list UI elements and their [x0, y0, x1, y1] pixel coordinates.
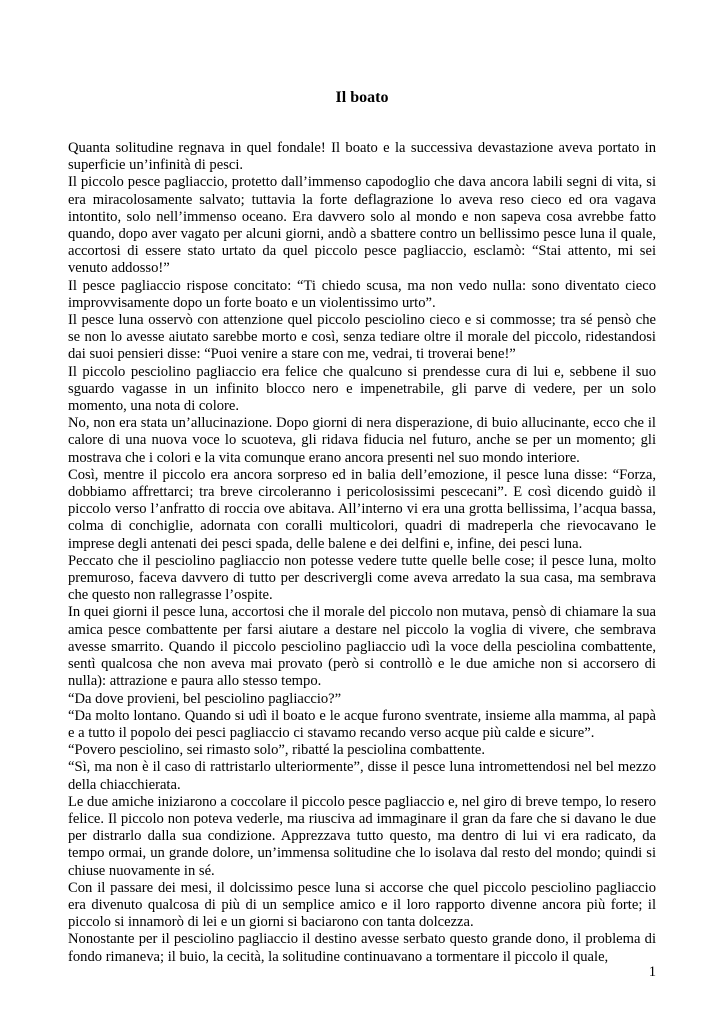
paragraph: Il pesce luna osservò con attenzione quel piccolo pesciolino cieco e si commosse; tra sé pensò che se non lo avesse aiutato sarebbe morto e così, senza tediare oltre il morale del piccolo, ridestandosi dai suoi pensieri disse: “Puoi venire a stare con me, vedrai, ti troverai bene!”: [68, 312, 656, 363]
page-number: 1: [648, 964, 656, 980]
paragraph: Con il passare dei mesi, il dolcissimo pesce luna si accorse che quel piccolo pesciolino pagliaccio era divenuto qualcosa di più di un semplice amico e il loro rapporto divenne ancora più forte; il piccolo si innamorò di lei e un giorni si baciarono con tanta dolcezza.: [68, 879, 656, 931]
paragraph: Quanta solitudine regnava in quel fondale! Il boato e la successiva devastazione aveva portato in superficie un’infinità di pesci.: [68, 140, 656, 174]
paragraph: Così, mentre il piccolo era ancora sorpreso ed in balia dell’emozione, il pesce luna disse: “Forza, dobbiamo affrettarci; tra breve circoleranno i pericolosissimi pescecani”. E così dicendo guidò il piccolo verso l’anfratto di roccia ove abitava. All’interno vi era una grotta bellissima, l’acqua bassa, colma di conchiglie, adornata con coralli multicolori, quadri di madreperla che rievocavano le imprese degli antenati dei pesci spada, delle balene e dei delfini e, infine, dei pesci luna.: [68, 466, 656, 552]
paragraph: Le due amiche iniziarono a coccolare il piccolo pesce pagliaccio e, nel giro di breve tempo, lo resero felice. Il piccolo non poteva vederle, ma riusciva ad immaginare il gran da fare che si davano le due per distrarlo dalla sua condizione. Apprezzava tutto questo, ma dentro di lui vi era radicato, da tempo ormai, un grande dolore, un’immensa solitudine che lo isolava dal resto del mondo; quindi si chiuse nuovamente in sé.: [68, 793, 656, 879]
paragraph: Il pesce pagliaccio rispose concitato: “Ti chiedo scusa, ma non vedo nulla: sono diventato cieco improvvisamente dopo un forte boato e un violentissimo urto”.: [68, 277, 656, 311]
paragraph: “Povero pesciolino, sei rimasto solo”, ribatté la pesciolina combattente.: [68, 742, 486, 759]
paragraph: “Sì, ma non è il caso di rattristarlo ulteriormente”, disse il pesce luna intromettendosi nel bel mezzo della chiacchierata.: [68, 759, 656, 793]
paragraph: Peccato che il pesciolino pagliaccio non potesse vedere tutte quelle belle cose; il pesce luna, molto premuroso, faceva davvero di tutto per descrivergli come aveva arredato la sua casa, ma sembrava che questo non rallegrasse l’ospite.: [68, 552, 656, 604]
paragraph: In quei giorni il pesce luna, accortosi che il morale del piccolo non mutava, pensò di chiamare la sua amica pesce combattente per farsi aiutare a destare nel piccolo la voglia di vivere, che sembrava avesse smarrito. Quando il piccolo pesciolino pagliaccio udì la voce della pesciolina combattente, sentì qualcosa che non aveva mai provato (però si controllò e le due amiche non si accorsero di nulla): attrazione e paura allo stesso tempo.: [68, 604, 656, 690]
paragraph: “Da molto lontano. Quando si udì il boato e le acque furono sventrate, insieme alla mamma, al papà e a tutto il popolo dei pesci pagliaccio ci stavamo recando verso acque più calde e sicure”.: [68, 707, 656, 741]
paragraph: No, non era stata un’allucinazione. Dopo giorni di nera disperazione, di buio allucinante, ecco che il calore di una nuova voce lo scuoteva, gli ridava fiducia nel futuro, anche se per un momento; gli mostrava che i colori e la vita comunque erano ancora presenti nel suo mondo interiore.: [68, 415, 656, 466]
paragraph: Il piccolo pesciolino pagliaccio era felice che qualcuno si prendesse cura di lui e, sebbene il suo sguardo vagasse in un infinito blocco nero e impenetrabile, gli parve di vedere, per un solo momento, una nota di colore.: [68, 363, 656, 415]
paragraph: Il piccolo pesce pagliaccio, protetto dall’immenso capodoglio che dava ancora labili segni di vita, si era miracolosamente salvato; tuttavia la forte deflagrazione lo aveva reso cieco ed ora vagava intontito, solo nell’immenso oceano. Era davvero solo al mondo e non sapeva cosa avrebbe fatto quando, dopo aver vagato per alcuni giorni, andò a sbattere contro un bellissimo pesce luna il quale, accortosi di essere stato urtato da quel piccolo pesce pagliaccio, esclamò: “Stai attento, mi sei venuto addosso!”: [68, 174, 656, 277]
document-title: Il boato: [335, 89, 389, 106]
paragraph: “Da dove provieni, bel pesciolino pagliaccio?”: [68, 690, 342, 707]
document-body: [68, 140, 656, 966]
paragraph: Nonostante per il pesciolino pagliaccio il destino avesse serbato questo grande dono, il problema di fondo rimaneva; il buio, la cecità, la solitudine continuavano a tormentare il piccolo il quale,: [68, 931, 656, 965]
